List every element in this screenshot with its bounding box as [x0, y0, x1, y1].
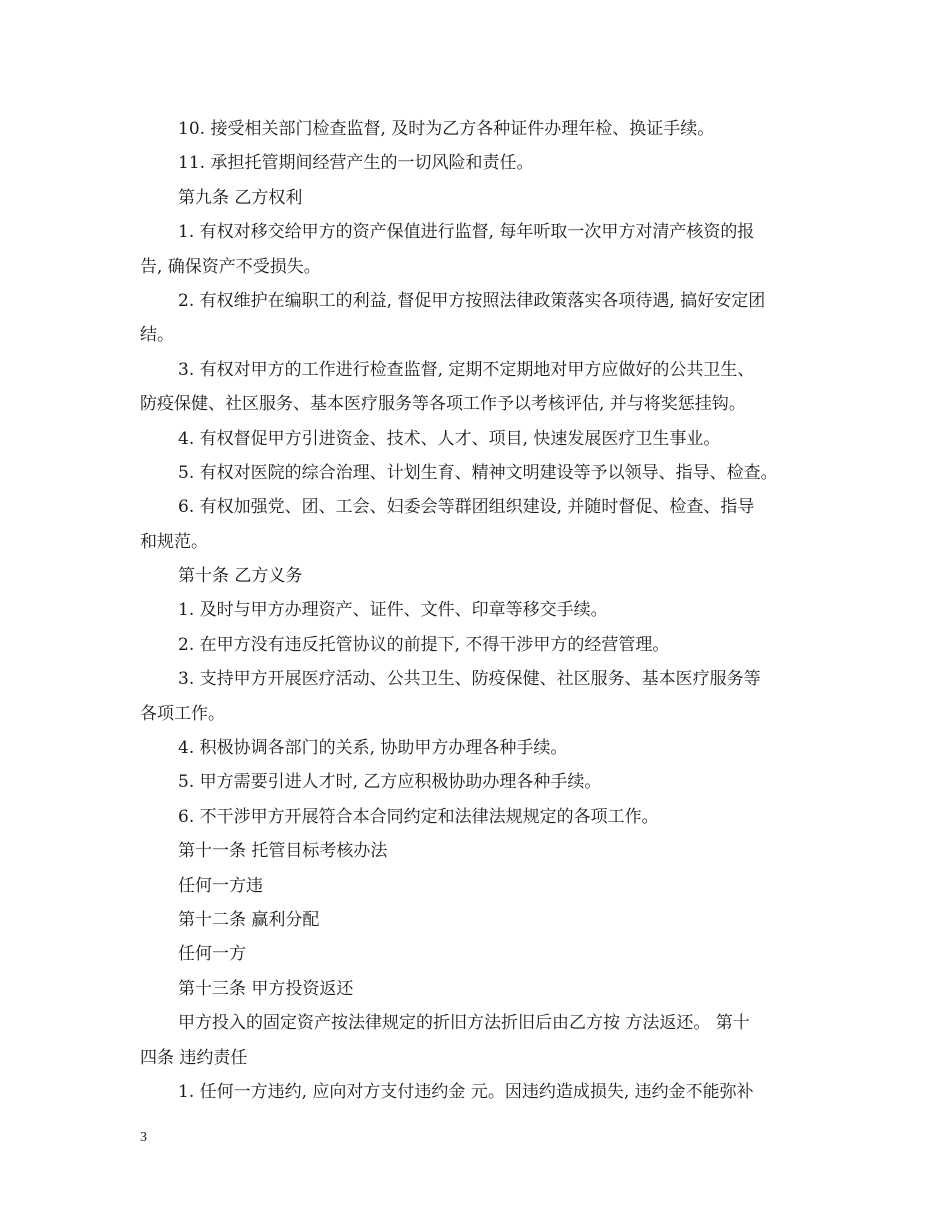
page-number: 3: [140, 1130, 147, 1145]
text-line: 和规范。: [140, 531, 208, 552]
section-heading: 第九条 乙方权利: [178, 187, 303, 208]
section-heading: 第十三条 甲方投资返还: [178, 978, 354, 999]
text-line: 11. 承担托管期间经营产生的一切风险和责任。: [178, 153, 534, 174]
text-line: 任何一方违: [178, 875, 263, 896]
text-line: 1. 及时与甲方办理资产、证件、文件、印章等移交手续。: [178, 600, 608, 621]
text-line: 四条 违约责任: [140, 1047, 248, 1068]
text-line: 2. 在甲方没有违反托管协议的前提下, 不得干涉甲方的经营管理。: [178, 634, 670, 655]
text-line: 2. 有权维护在编职工的利益, 督促甲方按照法律政策落实各项待遇, 搞好安定团: [178, 290, 766, 311]
text-line: 6. 不干涉甲方开展符合本合同约定和法律法规规定的各项工作。: [178, 806, 659, 827]
text-line: 3. 支持甲方开展医疗活动、公共卫生、防疫保健、社区服务、基本医疗服务等: [178, 669, 761, 690]
document-body: [140, 112, 820, 1109]
text-line: 6. 有权加强党、团、工会、妇委会等群团组织建设, 并随时督促、检查、指导: [178, 497, 755, 518]
text-line: 3. 有权对甲方的工作进行检查监督, 定期不定期地对甲方应做好的公共卫生、: [178, 359, 755, 380]
text-line: 各项工作。: [140, 703, 225, 724]
section-heading: 第十二条 赢利分配: [178, 909, 320, 930]
text-line: 1. 有权对移交给甲方的资产保值进行监督, 每年听取一次甲方对清产核资的报: [178, 222, 755, 243]
section-heading: 第十条 乙方义务: [178, 566, 303, 587]
section-heading: 第十一条 托管目标考核办法: [178, 841, 388, 862]
text-line: 5. 有权对医院的综合治理、计划生育、精神文明建设等予以领导、指导、检查。: [178, 462, 778, 483]
text-line: 甲方投入的固定资产按法律规定的折旧方法折旧后由乙方按 方法返还。 第十: [178, 1013, 750, 1034]
text-line: 防疫保健、社区服务、基本医疗服务等各项工作予以考核评估, 并与将奖惩挂钩。: [140, 394, 746, 415]
text-line: 4. 有权督促甲方引进资金、技术、人才、项目, 快速发展医疗卫生事业。: [178, 428, 721, 449]
text-line: 任何一方: [178, 944, 246, 965]
text-line: 5. 甲方需要引进人才时, 乙方应积极协助办理各种手续。: [178, 772, 602, 793]
text-line: 结。: [140, 325, 174, 346]
text-line: 告, 确保资产不受损失。: [140, 256, 321, 277]
text-line: 1. 任何一方违约, 应向对方支付违约金 元。因违约造成损失, 违约金不能弥补: [178, 1081, 754, 1102]
text-line: 4. 积极协调各部门的关系, 协助甲方办理各种手续。: [178, 738, 568, 759]
text-line: 10. 接受相关部门检查监督, 及时为乙方各种证件办理年检、换证手续。: [178, 119, 715, 139]
